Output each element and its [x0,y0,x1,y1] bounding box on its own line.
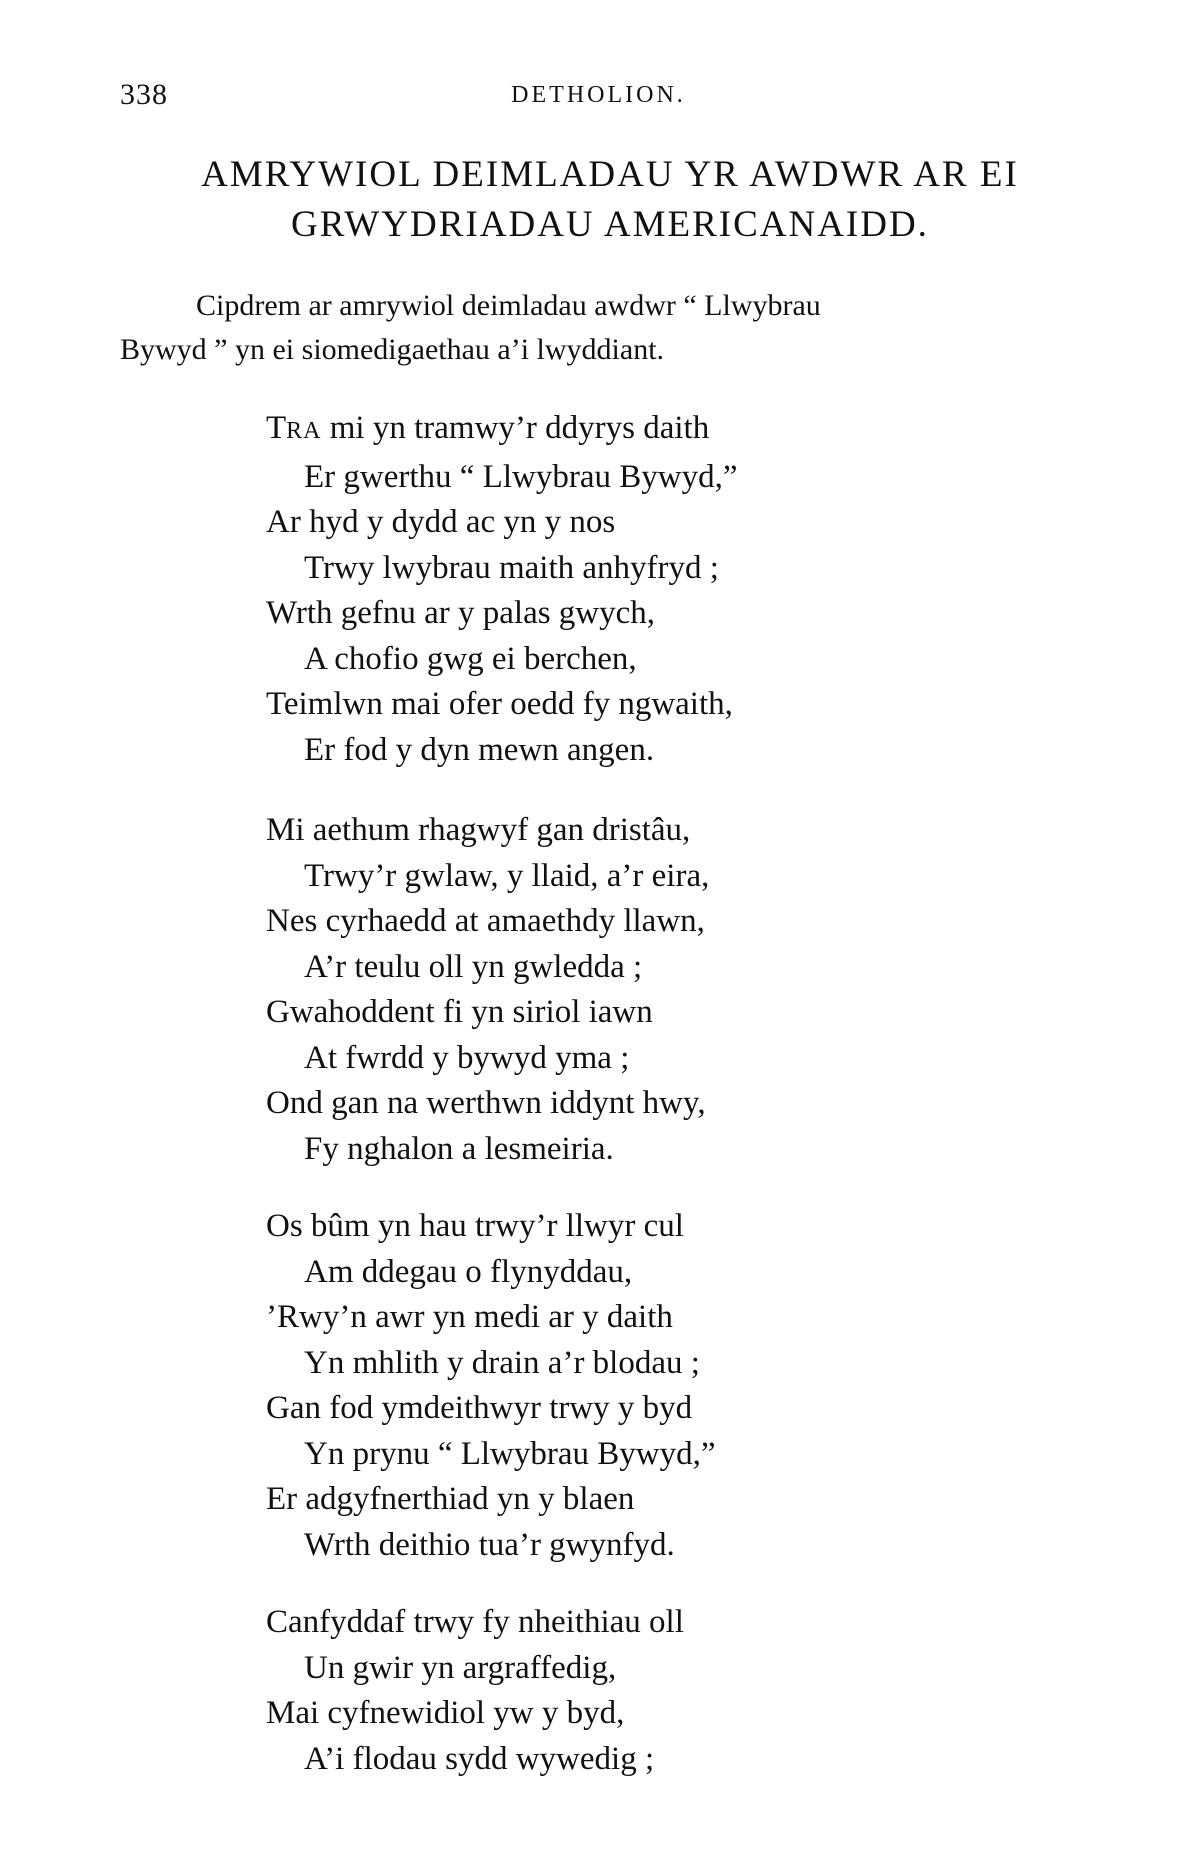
poem-summary [120,284,1120,372]
poem-line: Er adgyfnerthiad yn y blaen [266,1481,635,1517]
poem-line: Mai cyfnewidiol yw y byd, [266,1695,625,1731]
poem-line: Er fod y dyn mewn angen. [304,731,655,768]
small-caps-word: RA [286,418,322,444]
poem-line: Nes cyrhaedd at amaethdy llawn, [266,903,705,939]
poem-line: Gwahoddent fi yn siriol iawn [266,994,653,1030]
poem-line [266,406,1066,455]
title-line-2: GRWYDRIADAU AMERICANAIDD. [291,204,929,245]
summary-line-1: Cipdrem ar amrywiol deimladau awdwr “ Llwybrau [196,289,821,322]
stanza-2 [266,808,1066,1172]
poem-line: Wrth gefnu ar y palas gwych, [266,595,656,631]
poem-line: Ar hyd y dydd ac yn y nos [266,504,616,540]
poem-line: A’i flodau sydd wywedig ; [304,1740,655,1777]
poem-line: ’Rwy’n awr yn medi ar y daith [266,1299,673,1335]
poem-line: Trwy’r gwlaw, y llaid, a’r eira, [304,857,710,894]
first-line-text: mi yn tramwy’r ddyrys daith [321,410,710,446]
poem-line: Trwy lwybrau maith anhyfryd ; [304,549,719,586]
poem-line: Am ddegau o flynyddau, [304,1253,633,1290]
poem-line: At fwrdd y bywyd yma ; [304,1039,630,1076]
poem-line: Fy nghalon a lesmeiria. [304,1130,614,1167]
poem-line: Ond gan na werthwn iddynt hwy, [266,1085,706,1121]
poem-line: Mi aethum rhagwyf gan dristâu, [266,812,691,848]
poem-line: Yn mhlith y drain a’r blodau ; [304,1344,700,1381]
stanza-4 [266,1600,1066,1782]
summary-line-2: Bywyd ” yn ei siomedigaethau a’i lwyddiant. [120,333,665,366]
poem-line: Un gwir yn argraffedig, [304,1649,617,1686]
poem-title [110,150,1110,250]
poem-line: Teimlwn mai ofer oedd fy ngwaith, [266,686,733,722]
poem-line: Er gwerthu “ Llwybrau Bywyd,” [304,458,738,495]
drop-initial: T [266,410,287,446]
poem-line: Yn prynu “ Llwybrau Bywyd,” [304,1435,716,1472]
stanza-3 [266,1204,1066,1568]
poem-line: A’r teulu oll yn gwledda ; [304,948,643,985]
page-number: 338 [120,78,168,111]
poem-line: Gan fod ymdeithwyr trwy y byd [266,1390,693,1426]
poem-line: Wrth deithio tua’r gwynfyd. [304,1526,675,1563]
poem-line: A chofio gwg ei berchen, [304,640,637,677]
stanza-1 [266,406,1066,773]
running-head: DETHOLION. [511,82,686,108]
poem-line: Os bûm yn hau trwy’r llwyr cul [266,1208,684,1244]
title-line-1: AMRYWIOL DEIMLADAU YR AWDWR AR EI [201,154,1019,195]
poem-line: Canfyddaf trwy fy nheithiau oll [266,1604,684,1640]
